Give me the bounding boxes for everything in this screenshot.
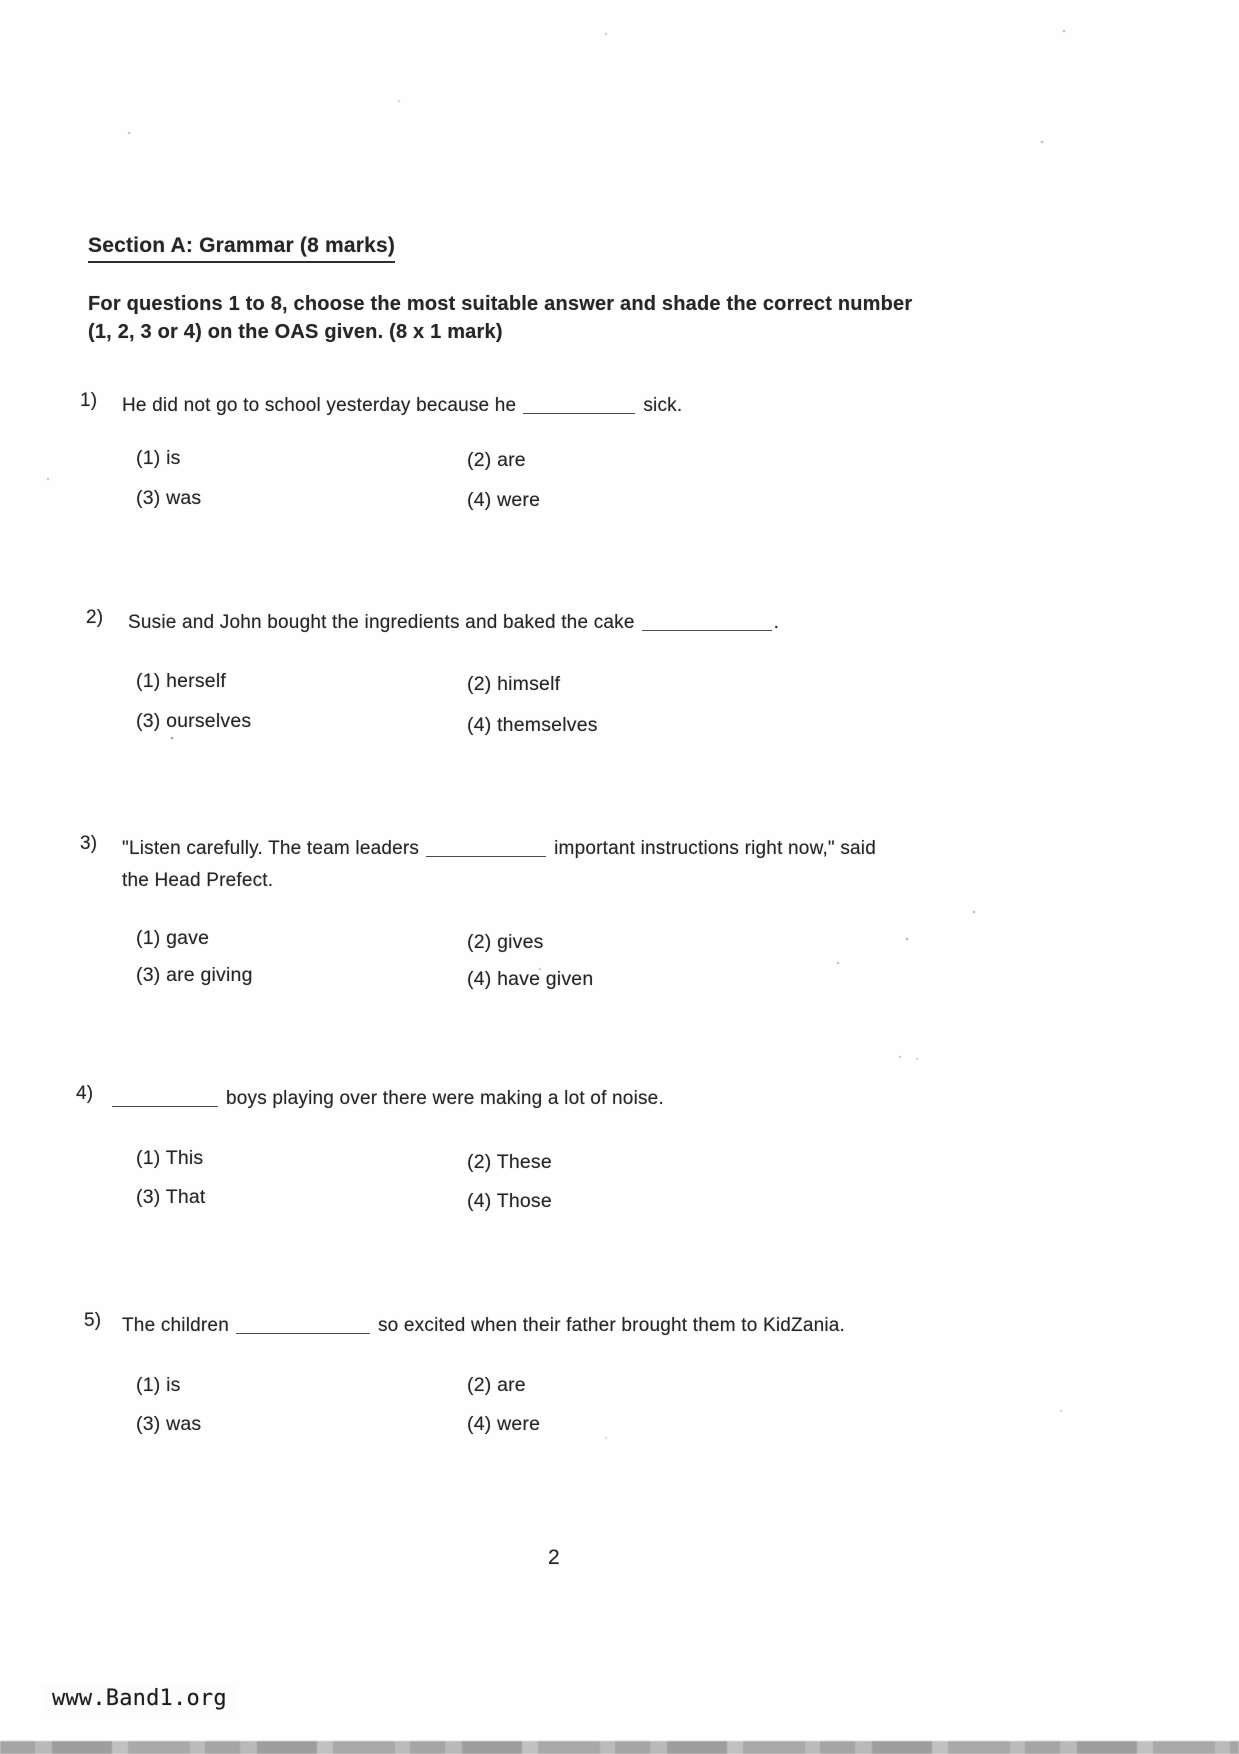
- question-3-text-after: important instructions right now," said: [554, 838, 876, 859]
- option-number: (1): [136, 927, 161, 949]
- instructions-line-1: For questions 1 to 8, choose the most suitable answer and shade the correct number: [88, 293, 913, 315]
- question-5-text: [122, 1310, 1002, 1342]
- question-2-option-4: [467, 714, 598, 737]
- option-label: herself: [166, 670, 226, 692]
- option-number: (4): [467, 714, 492, 736]
- question-5-option-4: [467, 1413, 540, 1436]
- option-number: (4): [467, 1190, 492, 1212]
- question-3-number: 3): [80, 833, 98, 854]
- question-1-text: [122, 390, 1002, 422]
- section-title: Section A: Grammar (8 marks): [88, 234, 395, 263]
- option-label: That: [165, 1186, 206, 1208]
- question-4-option-1: [136, 1147, 203, 1170]
- option-label: gives: [497, 931, 544, 953]
- option-number: (4): [467, 968, 492, 990]
- option-label: Those: [496, 1190, 552, 1212]
- option-number: (1): [136, 1374, 161, 1396]
- question-1-option-1: [136, 447, 181, 470]
- option-label: ourselves: [166, 710, 252, 732]
- instructions-line-2: (1, 2, 3 or 4) on the OAS given. (8 x 1 mark): [88, 321, 503, 343]
- question-2-option-1: [136, 670, 226, 693]
- option-number: (2): [467, 449, 492, 471]
- option-number: (2): [467, 673, 492, 695]
- option-number: (1): [136, 1147, 161, 1169]
- question-3-text-line2: the Head Prefect.: [122, 870, 274, 891]
- question-5-option-3: [136, 1413, 201, 1436]
- question-1-option-2: [467, 449, 526, 472]
- question-3-option-1: [136, 927, 209, 950]
- question-3-answer-blank: [426, 841, 546, 857]
- question-3-text: [122, 833, 1002, 897]
- question-1-text-before: He did not go to school yesterday because he: [122, 395, 517, 416]
- option-label: was: [166, 1413, 202, 1435]
- option-label: were: [497, 489, 541, 511]
- question-2-option-2: [467, 673, 560, 696]
- question-4-text-after: boys playing over there were making a lot of noise.: [226, 1088, 664, 1109]
- question-3-option-2: [467, 931, 544, 954]
- question-4-text: [112, 1083, 992, 1115]
- question-1-answer-blank: [523, 398, 635, 414]
- option-label: is: [166, 447, 181, 469]
- question-5-text-before: The children: [122, 1315, 229, 1336]
- page-number: 2: [548, 1546, 560, 1569]
- question-4-option-4: [467, 1190, 552, 1213]
- option-label: themselves: [497, 714, 598, 736]
- question-5-option-2: [467, 1374, 526, 1397]
- option-number: (3): [136, 1186, 161, 1208]
- question-2-option-3: [136, 710, 251, 733]
- question-3-option-4: [467, 968, 593, 991]
- question-3-text-before: "Listen carefully. The team leaders: [122, 838, 420, 859]
- question-1-option-4: [467, 489, 540, 512]
- option-number: (4): [467, 1413, 492, 1435]
- option-label: himself: [497, 673, 561, 695]
- question-4-option-3: [136, 1186, 206, 1209]
- question-2-answer-blank: [642, 615, 772, 631]
- option-number: (3): [136, 710, 161, 732]
- option-label: are: [497, 449, 526, 471]
- option-number: (1): [136, 447, 161, 469]
- option-label: are: [497, 1374, 526, 1396]
- option-number: (3): [136, 964, 161, 986]
- scan-edge-artifact: [0, 1741, 1239, 1754]
- option-label: gave: [166, 927, 210, 949]
- option-label: have given: [497, 968, 594, 990]
- question-1-text-after: sick.: [643, 395, 683, 416]
- question-1-option-3: [136, 487, 201, 510]
- instructions: [88, 290, 1008, 346]
- option-number: (3): [136, 1413, 161, 1435]
- option-label: These: [496, 1151, 552, 1173]
- option-label: are giving: [166, 964, 253, 986]
- question-5-answer-blank: [236, 1318, 370, 1334]
- question-2-text-before: Susie and John bought the ingredients and baked the cake: [128, 612, 635, 633]
- question-5-number: 5): [84, 1310, 102, 1331]
- question-2-text-after: .: [773, 612, 780, 633]
- option-number: (1): [136, 670, 161, 692]
- option-label: were: [497, 1413, 541, 1435]
- scan-noise-specks: [0, 0, 2, 2]
- question-4-answer-blank: [112, 1091, 218, 1107]
- option-label: is: [166, 1374, 181, 1396]
- option-label: This: [165, 1147, 204, 1169]
- question-3-option-3: [136, 964, 253, 987]
- option-number: (4): [467, 489, 492, 511]
- option-number: (2): [467, 931, 492, 953]
- question-4-option-2: [467, 1151, 552, 1174]
- question-2-number: 2): [86, 607, 104, 628]
- watermark-url: www.Band1.org: [42, 1684, 237, 1713]
- question-5-option-1: [136, 1374, 181, 1397]
- option-number: (2): [467, 1374, 492, 1396]
- question-4-number: 4): [76, 1083, 94, 1104]
- option-label: was: [166, 487, 202, 509]
- question-5-text-after: so excited when their father brought them to KidZania.: [377, 1315, 846, 1336]
- option-number: (3): [136, 487, 161, 509]
- question-2-text: [128, 607, 1008, 639]
- question-1-number: 1): [80, 390, 98, 411]
- option-number: (2): [467, 1151, 492, 1173]
